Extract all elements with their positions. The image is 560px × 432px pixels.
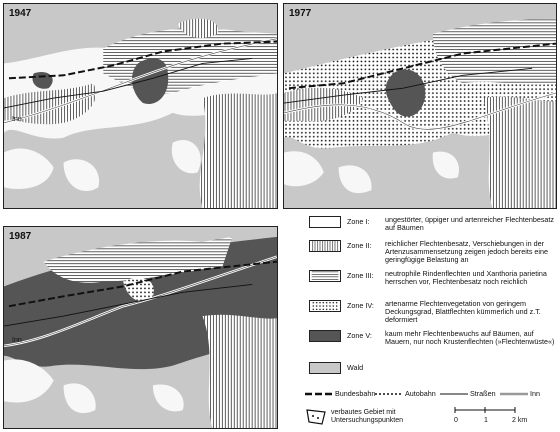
map-1987-river-label: Inn <box>12 337 22 344</box>
scale-tick-2: 2 km <box>512 417 528 424</box>
legend-swatch-zone-1 <box>309 216 341 228</box>
legend-wald-label: Wald <box>347 363 364 372</box>
legend-river-label: Inn <box>530 389 540 398</box>
scale-bar <box>453 405 523 415</box>
legend-zone-4 <box>301 300 557 328</box>
legend-railway-label: Bundesbahn <box>335 389 376 398</box>
legend-wald <box>301 362 557 378</box>
legend-zone-5 <box>301 330 557 358</box>
built-area-label: verbautes Gebiet mit Untersuchungspunkten <box>331 409 403 424</box>
scale-tick-0: 0 <box>454 417 458 424</box>
built-area-symbol <box>305 408 327 426</box>
map-1977-year: 1977 <box>289 8 312 19</box>
legend-zone-2-text: reichlicher Flechtenbesatz, Verschiebungen in der Artenzusammensetzung zeigen jedoch bereits eine geringfügige Belastung an <box>385 239 549 264</box>
legend-swatch-zone-5 <box>309 330 341 342</box>
map-1987-year: 1987 <box>9 231 32 242</box>
legend-zone-4-label: Zone IV: <box>347 301 374 310</box>
legend-swatch-zone-4 <box>309 300 341 312</box>
legend-zone-2-label: Zone II: <box>347 241 372 250</box>
legend-swatch-zone-2 <box>309 240 341 252</box>
map-1987 <box>3 226 278 429</box>
legend-road-label: Straßen <box>470 389 496 398</box>
map-1947 <box>3 3 278 209</box>
legend-zone-3 <box>301 270 557 298</box>
legend-zone-4-text: artenarme Flechtenvegetation von geringem Deckungsgrad, Blattflechten kümmerlich und z.T. deformiert <box>385 299 541 324</box>
legend-zone-3-label: Zone III: <box>347 271 374 280</box>
legend-zone-5-text: kaum mehr Flechtenbewuchs auf Bäumen, auf Mauern, nur noch Krustenflechten (»Flechtenwüste«) <box>385 329 555 346</box>
legend-swatch-zone-3 <box>309 270 341 282</box>
legend-zone-3-text: neutrophile Rindenflechten und Xanthoria parietina herrschen vor, Flechtenbesatz noch reichlich <box>385 269 547 286</box>
map-1947-river-label: Inn <box>12 116 22 123</box>
legend-swatch-wald <box>309 362 341 374</box>
map-1987-drawing <box>4 227 277 428</box>
legend-zone-2 <box>301 240 557 268</box>
map-1977 <box>283 3 557 209</box>
legend-zone-1 <box>301 216 557 240</box>
legend-zone-5-label: Zone V: <box>347 331 372 340</box>
legend-motorway-label: Autobahn <box>405 389 436 398</box>
scale-tick-1: 1 <box>484 417 488 424</box>
map-1977-drawing <box>284 4 556 208</box>
map-1947-year: 1947 <box>9 8 32 19</box>
legend-zone-1-text: ungestörter, üppiger und artenreicher Flechtenbesatz auf Bäumen <box>385 215 555 232</box>
legend-zone-1-label: Zone I: <box>347 217 370 226</box>
map-1947-drawing <box>4 4 277 208</box>
